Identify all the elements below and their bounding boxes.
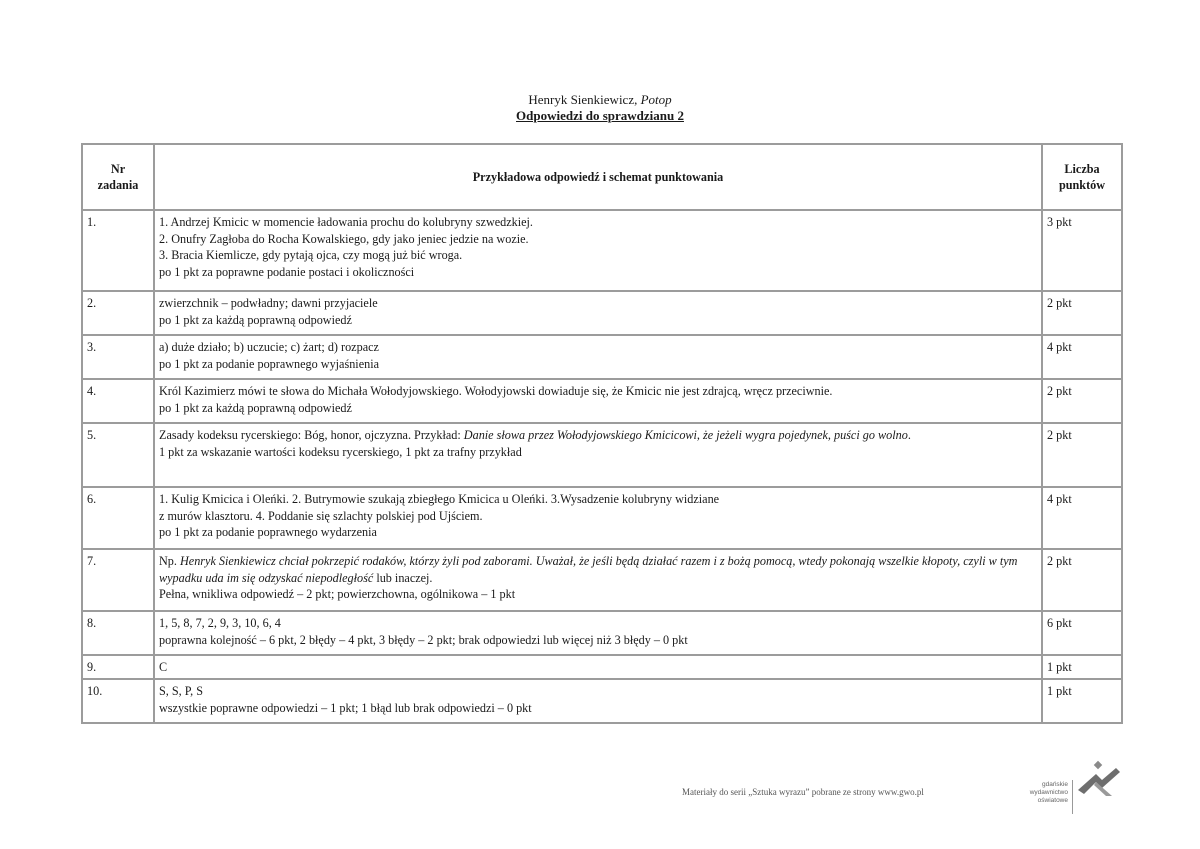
row-points: 1 pkt (1042, 679, 1122, 723)
row-number: 9. (82, 655, 154, 679)
row-answer: zwierzchnik – podwładny; dawni przyjaciele po 1 pkt za każdą poprawną odpowiedź (154, 291, 1042, 335)
row-answer: Król Kazimierz mówi te słowa do Michała Wołodyjowskiego. Wołodyjowski dowiaduje się, że Kmicic nie jest zdrajcą, wręcz przeciwnie. po 1 pkt za każdą poprawną odpowiedź (154, 379, 1042, 423)
row-points: 2 pkt (1042, 291, 1122, 335)
row-number: 10. (82, 679, 154, 723)
document-subtitle: Odpowiedzi do sprawdzianu 2 (516, 108, 684, 123)
table-header-row (82, 144, 1122, 210)
row-number: 2. (82, 291, 154, 335)
table-row (82, 655, 1122, 679)
row-answer: Np. Henryk Sienkiewicz chciał pokrzepić rodaków, którzy żyli pod zaborami. Uważał, że jeśli będą działać razem i z bożą pomocą, wtedy pokonają wszelkie kłopoty, czyli w tym wypadku uda im się odzyskać niepodległość lub inaczej. Pełna, wnikliwa odpowiedź – 2 pkt; powierzchowna, ogólnikowa – 1 pkt (154, 549, 1042, 611)
row-number: 3. (82, 335, 154, 379)
table-row (82, 423, 1122, 487)
logo-divider (1072, 780, 1073, 814)
row-number: 1. (82, 210, 154, 291)
table-row (82, 210, 1122, 291)
row-number: 4. (82, 379, 154, 423)
header-nr: Nr zadania (82, 144, 154, 210)
row-number: 7. (82, 549, 154, 611)
row-points: 6 pkt (1042, 611, 1122, 655)
work-title: Potop (640, 92, 672, 107)
table-row (82, 611, 1122, 655)
row-number: 8. (82, 611, 154, 655)
table-row (82, 335, 1122, 379)
header-answer: Przykładowa odpowiedź i schemat punktowania (154, 144, 1042, 210)
logo-text: gdańskie wydawnictwo oświatowe (1029, 781, 1068, 804)
row-points: 1 pkt (1042, 655, 1122, 679)
row-answer: Zasady kodeksu rycerskiego: Bóg, honor, ojczyzna. Przykład: Danie słowa przez Wołodyjowskiego Kmicicowi, że jeżeli wygra pojedynek, puści go wolno. 1 pkt za wskazanie wartości kodeksu rycerskiego, 1 pkt za trafny przykład (154, 423, 1042, 487)
row-answer: 1. Kulig Kmicica i Oleńki. 2. Butrymowie szukają zbiegłego Kmicica u Oleńki. 3.Wysadzenie kolubryny widziane z murów klasztoru. 4. Poddanie się szlachty polskiej pod Ujściem. po 1 pkt za podanie poprawnego wydarzenia (154, 487, 1042, 549)
author-name: Henryk Sienkiewicz, (528, 92, 641, 107)
table-row (82, 549, 1122, 611)
row-answer: C (154, 655, 1042, 679)
table-row (82, 379, 1122, 423)
row-answer: S, S, P, S wszystkie poprawne odpowiedzi – 1 pkt; 1 błąd lub brak odpowiedzi – 0 pkt (154, 679, 1042, 723)
row-answer: a) duże działo; b) uczucie; c) żart; d) rozpacz po 1 pkt za podanie poprawnego wyjaśnienia (154, 335, 1042, 379)
document-header (0, 92, 1200, 124)
footer-source-note: Materiały do serii „Sztuka wyrazu” pobrane ze strony www.gwo.pl (682, 787, 924, 797)
answers-table (81, 143, 1123, 724)
row-answer: 1. Andrzej Kmicic w momencie ładowania prochu do kolubryny szwedzkiej. 2. Onufry Zagłoba do Rocha Kowalskiego, gdy jako jeniec jedzie na wozie. 3. Bracia Kiemlicze, gdy pytają ojca, czy mogą już bić wroga. po 1 pkt za poprawne podanie postaci i okoliczności (154, 210, 1042, 291)
row-points: 2 pkt (1042, 423, 1122, 487)
logo-mark-icon (1076, 760, 1122, 800)
row-points: 4 pkt (1042, 335, 1122, 379)
row-points: 3 pkt (1042, 210, 1122, 291)
title-line (0, 92, 1200, 108)
row-answer: 1, 5, 8, 7, 2, 9, 3, 10, 6, 4 poprawna kolejność – 6 pkt, 2 błędy – 4 pkt, 3 błędy – 2 pkt; brak odpowiedzi lub więcej niż 3 błędy – 0 pkt (154, 611, 1042, 655)
table-row (82, 291, 1122, 335)
row-points: 2 pkt (1042, 379, 1122, 423)
row-points: 2 pkt (1042, 549, 1122, 611)
row-points: 4 pkt (1042, 487, 1122, 549)
table-row (82, 679, 1122, 723)
table-row (82, 487, 1122, 549)
publisher-logo (1010, 760, 1125, 820)
header-points: Liczba punktów (1042, 144, 1122, 210)
row-number: 5. (82, 423, 154, 487)
row-number: 6. (82, 487, 154, 549)
